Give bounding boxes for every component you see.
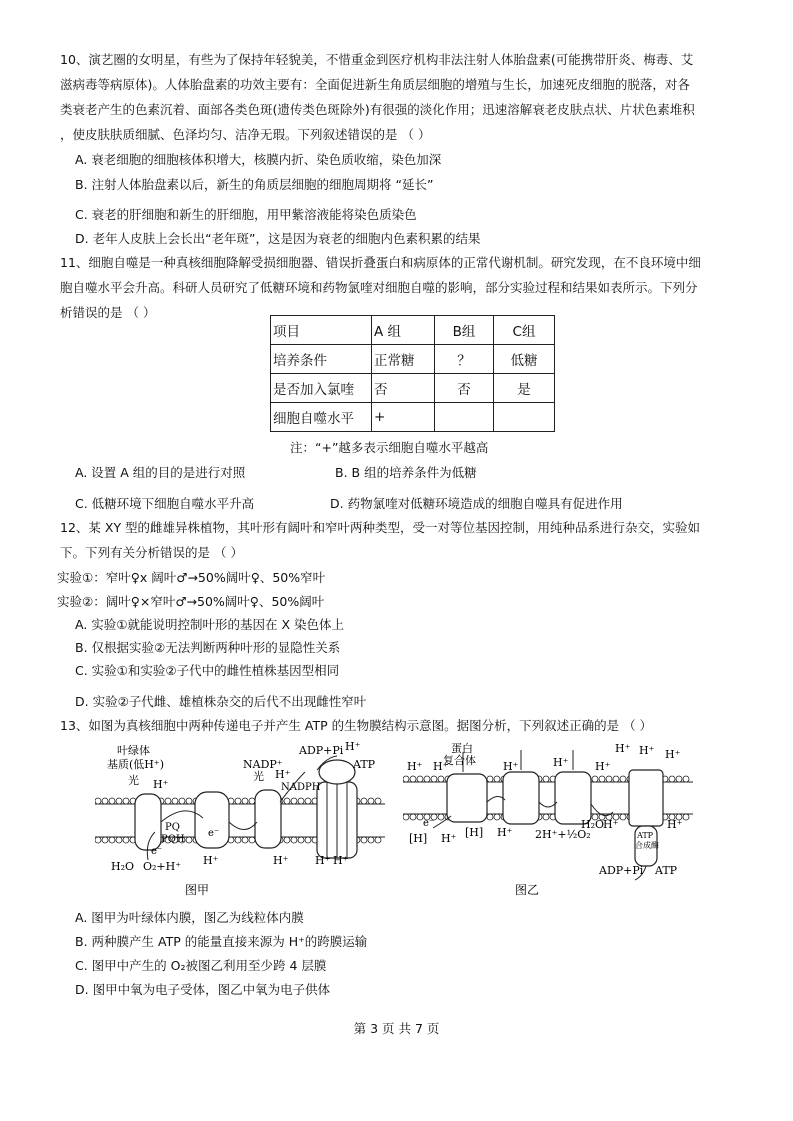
lipid-head — [109, 837, 115, 843]
lipid-head — [494, 814, 500, 820]
lipid-head — [242, 837, 248, 843]
table-row — [271, 345, 555, 374]
lipid-head — [410, 814, 416, 820]
table-cell: 正常糖 — [372, 345, 435, 374]
jia-label-nadp: NADP⁺ — [243, 758, 283, 771]
table-row — [271, 403, 555, 432]
lipid-head — [613, 776, 619, 782]
yi-label-adp: ADP+Pi — [599, 864, 644, 877]
table-cell: 细胞自噬水平 — [271, 403, 372, 432]
lipid-head — [417, 776, 423, 782]
lipid-head — [592, 776, 598, 782]
table-row — [271, 316, 555, 345]
q11-stem-line-2: 胞自噬水平会升高。科研人员研究了低糖环境和药物氯喹对细胞自噬的影响，部分实验过程和结果如表所示。下列分 — [60, 280, 698, 295]
q12-experiment-1: 实验①：窄叶♀x 阔叶♂→50%阔叶♀、50%窄叶 — [57, 570, 326, 585]
figure-jia-caption: 图甲 — [185, 883, 210, 897]
table-cell: 否 — [372, 374, 435, 403]
figure-jia-thylakoid-membrane — [95, 742, 385, 900]
jia-label-h-6: H⁺ — [315, 854, 331, 867]
q13-stem-line-1: 13、如图为真核细胞中两种传递电子并产生 ATP 的生物膜结构示意图。据图分析，下列叙述正确的是 （ ） — [60, 718, 653, 733]
lipid-head — [375, 837, 381, 843]
lipid-head — [361, 837, 367, 843]
yi-label-h-2: H⁺ — [407, 760, 423, 773]
lipid-head — [249, 798, 255, 804]
jia-label-e-2: e⁻ — [208, 828, 220, 839]
q10-option-a: A. 衰老细胞的细胞核体积增大，核膜内折、染色质收缩，染色加深 — [75, 152, 442, 167]
yi-label-synthase-2: 合成酶 — [635, 841, 659, 850]
lipid-head — [172, 798, 178, 804]
q12-stem-line-1: 12、某 XY 型的雌雄异株植物，其叶形有阔叶和窄叶两种类型，受一对等位基因控制，用纯种品系进行杂交，实验如 — [60, 520, 701, 535]
q12-option-d: D. 实验②子代雌、雄植株杂交的后代不出现雌性窄叶 — [75, 694, 367, 709]
lipid-head — [123, 837, 129, 843]
lipid-head — [95, 798, 101, 804]
jia-label-stroma-1: 叶绿体 — [117, 744, 150, 757]
lipid-head — [487, 776, 493, 782]
q11-data-table — [270, 315, 555, 432]
table-cell: B组 — [435, 316, 494, 345]
yi-label-h-8: H⁺ — [665, 748, 681, 761]
lipid-head — [683, 776, 689, 782]
table-cell: + — [372, 403, 435, 432]
yi-label-h-7: H⁺ — [639, 744, 655, 757]
lipid-head — [249, 837, 255, 843]
table-cell: 项目 — [271, 316, 372, 345]
yi-label-h-3: H⁺ — [503, 760, 519, 773]
yi-label-complex-1: 蛋白 — [451, 742, 473, 755]
lipid-head — [235, 837, 241, 843]
q12-experiment-2: 实验②：阔叶♀×窄叶♂→50%阔叶♀、50%阔叶 — [57, 594, 325, 609]
jia-label-light-2: 光 — [253, 770, 264, 783]
yi-label-e: e⁻ — [423, 818, 435, 829]
lipid-head — [235, 798, 241, 804]
jia-label-atp: ATP — [353, 758, 376, 771]
q11-option-c: C. 低糖环境下细胞自噬水平升高 — [75, 496, 255, 511]
yi-label-h-5: H⁺ — [595, 760, 611, 773]
lipid-head — [368, 798, 374, 804]
q11-option-d: D. 药物氯喹对低糖环境造成的细胞自噬具有促进作用 — [330, 496, 623, 511]
lipid-head — [298, 837, 304, 843]
lipid-head — [410, 776, 416, 782]
lipid-head — [543, 814, 549, 820]
table-cell: 是否加入氯喹 — [271, 374, 372, 403]
lipid-head — [375, 798, 381, 804]
yi-label-synthase-1: ATP — [637, 831, 654, 840]
table-cell: ？ — [435, 345, 494, 374]
table-cell: A 组 — [372, 316, 435, 345]
q10-stem-line-3: 类衰老产生的色素沉着、面部各类色斑(遗传类色斑除外)有很强的淡化作用；迅速溶解衰老皮肤点状、片状色素堆积 — [60, 102, 695, 117]
lipid-head — [305, 837, 311, 843]
lipid-head — [438, 776, 444, 782]
yi-label-complex-2: 复合体 — [443, 754, 476, 767]
lipid-head — [543, 776, 549, 782]
q11-stem-line-1: 11、细胞自噬是一种真核细胞降解受损细胞器、错误折叠蛋白和病原体的正常代谢机制。研究发现，在不良环境中细 — [60, 255, 701, 270]
jia-label-e-1: e⁻ — [151, 846, 163, 857]
jia-label-h-5: H⁺ — [273, 854, 289, 867]
q13-option-c: C. 图甲中产生的 O₂被图乙利用至少跨 4 层膜 — [75, 958, 327, 973]
jia-label-h2o: H₂O — [111, 860, 135, 873]
yi-label-o2: 2H⁺+½O₂ — [535, 828, 591, 841]
lipid-head — [102, 798, 108, 804]
lipid-head — [291, 837, 297, 843]
lipid-head — [186, 837, 192, 843]
yi-label-h-1: H⁺ — [433, 760, 449, 773]
page-footer: 第 3 页 共 7 页 — [353, 1021, 440, 1036]
q13-option-b: B. 两种膜产生 ATP 的能量直接来源为 H⁺的跨膜运输 — [75, 934, 368, 949]
jia-label-pqh: PQH — [161, 834, 185, 845]
lipid-head — [368, 837, 374, 843]
lipid-head — [620, 776, 626, 782]
table-cell: 培养条件 — [271, 345, 372, 374]
lipid-head — [242, 798, 248, 804]
figure-yi-caption: 图乙 — [515, 883, 540, 897]
lipid-head — [284, 837, 290, 843]
q10-stem-line-1: 10、演艺圈的女明星，有些为了保持年轻貌美，不惜重金到医疗机构非法注射人体胎盘素(可能携带肝炎、梅毒、艾 — [60, 52, 694, 67]
lipid-head — [403, 814, 409, 820]
lipid-head — [95, 837, 101, 843]
lipid-head — [284, 798, 290, 804]
q12-option-b: B. 仅根据实验②无法判断两种叶形的显隐性关系 — [75, 640, 341, 655]
yi-label-nadh-1: [H] — [409, 832, 428, 845]
lipid-head — [291, 798, 297, 804]
table-row — [271, 374, 555, 403]
q10-option-c: C. 衰老的肝细胞和新生的肝细胞，用甲紫溶液能将染色质染色 — [75, 207, 417, 222]
jia-label-pq: PQ — [165, 822, 180, 833]
yi-label-h-11: H⁺ — [603, 818, 619, 831]
lipid-head — [676, 776, 682, 782]
table-cell — [435, 403, 494, 432]
q10-stem-line-2: 滋病毒等病原体)。人体胎盘素的功效主要有：全面促进新生角质层细胞的增殖与生长，加速死皮细胞的脱落，对各 — [60, 77, 690, 92]
yi-label-h-6: H⁺ — [615, 742, 631, 755]
yi-label-h-10: H⁺ — [497, 826, 513, 839]
q11-option-a: A. 设置 A 组的目的是进行对照 — [75, 465, 246, 480]
yi-label-nadh-2: [H] — [465, 826, 484, 839]
yi-label-h2o: H₂O — [581, 818, 605, 831]
jia-label-h-3: H⁺ — [275, 768, 291, 781]
lipid-head — [116, 798, 122, 804]
jia-label-nadph: NADPH — [281, 782, 321, 793]
jia-label-h-1: H⁺ — [153, 778, 169, 791]
lipid-head — [116, 837, 122, 843]
lipid-head — [165, 798, 171, 804]
lipid-head — [305, 798, 311, 804]
q12-option-a: A. 实验①就能说明控制叶形的基因在 X 染色体上 — [75, 617, 344, 632]
q11-table-note: 注：“+”越多表示细胞自噬水平越高 — [290, 440, 489, 455]
lipid-head — [620, 814, 626, 820]
table-cell: C组 — [494, 316, 555, 345]
yi-label-h-12: H⁺ — [667, 818, 683, 831]
q10-option-d: D. 老年人皮肤上会长出“老年斑”，这是因为衰老的细胞内色素积累的结果 — [75, 231, 481, 246]
lipid-head — [438, 814, 444, 820]
lipid-head — [683, 814, 689, 820]
lipid-head — [102, 837, 108, 843]
table-cell: 是 — [494, 374, 555, 403]
lipid-head — [424, 776, 430, 782]
lipid-head — [186, 798, 192, 804]
q13-option-d: D. 图甲中氧为电子受体，图乙中氧为电子供体 — [75, 982, 331, 997]
table-cell: 否 — [435, 374, 494, 403]
yi-label-atp: ATP — [655, 864, 678, 877]
yi-label-h-4: H⁺ — [553, 756, 569, 769]
q13-option-a: A. 图甲为叶绿体内膜，图乙为线粒体内膜 — [75, 910, 304, 925]
lipid-head — [403, 776, 409, 782]
lipid-head — [123, 798, 129, 804]
q12-stem-line-2: 下。下列有关分析错误的是 （ ） — [60, 545, 243, 560]
q12-option-c: C. 实验①和实验②子代中的雌性植株基因型相同 — [75, 663, 340, 678]
lipid-head — [494, 776, 500, 782]
jia-label-o2: O₂+H⁺ — [143, 860, 182, 873]
lipid-head — [487, 814, 493, 820]
lipid-head — [179, 798, 185, 804]
lipid-head — [361, 798, 367, 804]
lipid-head — [431, 776, 437, 782]
q10-stem-line-4: ，使皮肤肤质细腻、色泽均匀、洁净无瑕。下列叙述错误的是 （ ） — [60, 127, 431, 142]
table-cell: 低糖 — [494, 345, 555, 374]
jia-label-h-7: H⁺ — [333, 854, 349, 867]
q11-option-b: B. B 组的培养条件为低糖 — [335, 465, 477, 480]
jia-label-h-2: H⁺ — [203, 854, 219, 867]
yi-label-h-9: H⁺ — [441, 832, 457, 845]
lipid-head — [599, 776, 605, 782]
jia-label-light-1: 光 — [128, 774, 139, 787]
jia-label-h-4: H⁺ — [345, 742, 361, 753]
jia-label-adp: ADP+Pi — [299, 744, 344, 757]
jia-label-stroma-2: 基质(低H⁺) — [107, 758, 164, 771]
q10-option-b: B. 注射人体胎盘素以后，新生的角质层细胞的细胞周期将 “延长” — [75, 177, 434, 192]
lipid-head — [669, 776, 675, 782]
q11-stem-line-3: 析错误的是 （ ） — [60, 305, 156, 320]
table-cell — [494, 403, 555, 432]
lipid-head — [606, 776, 612, 782]
lipid-head — [109, 798, 115, 804]
figure-yi-mitochondrial-membrane — [403, 742, 693, 900]
lipid-head — [298, 798, 304, 804]
